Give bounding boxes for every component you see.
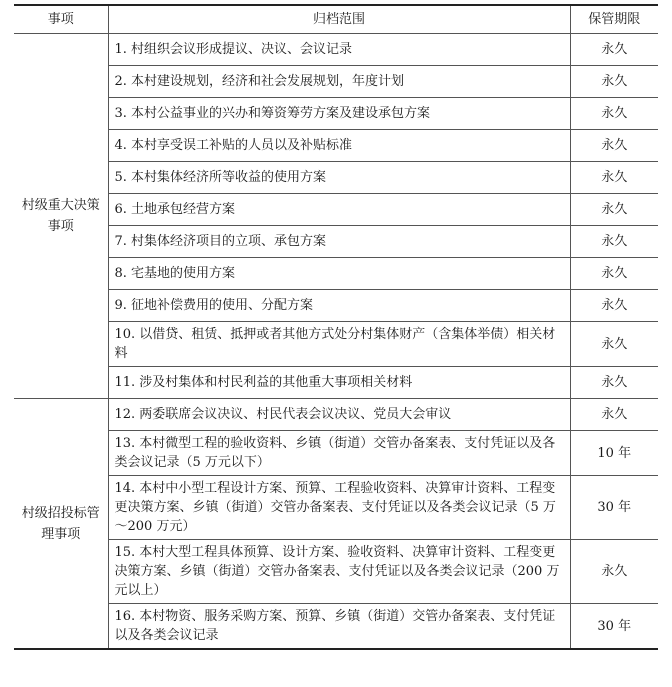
table-row <box>14 431 658 476</box>
retention-cell: 永久 <box>570 194 658 226</box>
retention-cell: 永久 <box>570 162 658 194</box>
scope-cell: 5. 本村集体经济所等收益的使用方案 <box>108 162 570 194</box>
table-row <box>14 98 658 130</box>
table-row <box>14 399 658 431</box>
table-row <box>14 604 658 650</box>
table-row <box>14 130 658 162</box>
scope-cell: 15. 本村大型工程具体预算、设计方案、验收资料、决算审计资料、工程变更决策方案、乡镇（街道）交管办备案表、支付凭证以及各类会议记录（200 万元以上） <box>108 540 570 604</box>
table-row <box>14 540 658 604</box>
scope-cell: 7. 村集体经济项目的立项、承包方案 <box>108 226 570 258</box>
scope-cell: 14. 本村中小型工程设计方案、预算、工程验收资料、决算审计资料、工程变更决策方案、乡镇（街道）交管办备案表、支付凭证以及各类会议记录（5 万～200 万元） <box>108 476 570 540</box>
retention-cell: 永久 <box>570 34 658 66</box>
retention-cell: 30 年 <box>570 476 658 540</box>
table-row <box>14 162 658 194</box>
table-row <box>14 476 658 540</box>
retention-cell: 永久 <box>570 290 658 322</box>
retention-cell: 永久 <box>570 367 658 399</box>
category-cell: 村级招投标管理事项 <box>14 399 108 650</box>
table-row <box>14 258 658 290</box>
retention-cell: 永久 <box>570 258 658 290</box>
table-row <box>14 322 658 367</box>
table-row <box>14 290 658 322</box>
header-retention: 保管期限 <box>570 5 658 34</box>
table-row <box>14 34 658 66</box>
table-row <box>14 367 658 399</box>
scope-cell: 13. 本村微型工程的验收资料、乡镇（街道）交管办备案表、支付凭证以及各类会议记录（5 万元以下） <box>108 431 570 476</box>
retention-cell: 永久 <box>570 540 658 604</box>
scope-cell: 6. 土地承包经营方案 <box>108 194 570 226</box>
retention-cell: 永久 <box>570 399 658 431</box>
table-header-row <box>14 5 658 34</box>
retention-cell: 永久 <box>570 130 658 162</box>
retention-cell: 永久 <box>570 322 658 367</box>
archive-scope-table <box>14 4 658 650</box>
header-category: 事项 <box>14 5 108 34</box>
scope-cell: 12. 两委联席会议决议、村民代表会议决议、党员大会审议 <box>108 399 570 431</box>
retention-cell: 30 年 <box>570 604 658 650</box>
retention-cell: 永久 <box>570 66 658 98</box>
retention-cell: 永久 <box>570 226 658 258</box>
scope-cell: 4. 本村享受误工补贴的人员以及补贴标准 <box>108 130 570 162</box>
header-scope: 归档范围 <box>108 5 570 34</box>
scope-cell: 2. 本村建设规划，经济和社会发展规划，年度计划 <box>108 66 570 98</box>
table-row <box>14 226 658 258</box>
retention-cell: 10 年 <box>570 431 658 476</box>
retention-cell: 永久 <box>570 98 658 130</box>
scope-cell: 10. 以借贷、租赁、抵押或者其他方式处分村集体财产（含集体举债）相关材料 <box>108 322 570 367</box>
scope-cell: 11. 涉及村集体和村民利益的其他重大事项相关材料 <box>108 367 570 399</box>
table-row <box>14 194 658 226</box>
scope-cell: 16. 本村物资、服务采购方案、预算、乡镇（街道）交管办备案表、支付凭证以及各类会议记录 <box>108 604 570 650</box>
scope-cell: 3. 本村公益事业的兴办和筹资筹劳方案及建设承包方案 <box>108 98 570 130</box>
scope-cell: 9. 征地补偿费用的使用、分配方案 <box>108 290 570 322</box>
scope-cell: 8. 宅基地的使用方案 <box>108 258 570 290</box>
table-row <box>14 66 658 98</box>
category-cell: 村级重大决策事项 <box>14 34 108 399</box>
scope-cell: 1. 村组织会议形成提议、决议、会议记录 <box>108 34 570 66</box>
